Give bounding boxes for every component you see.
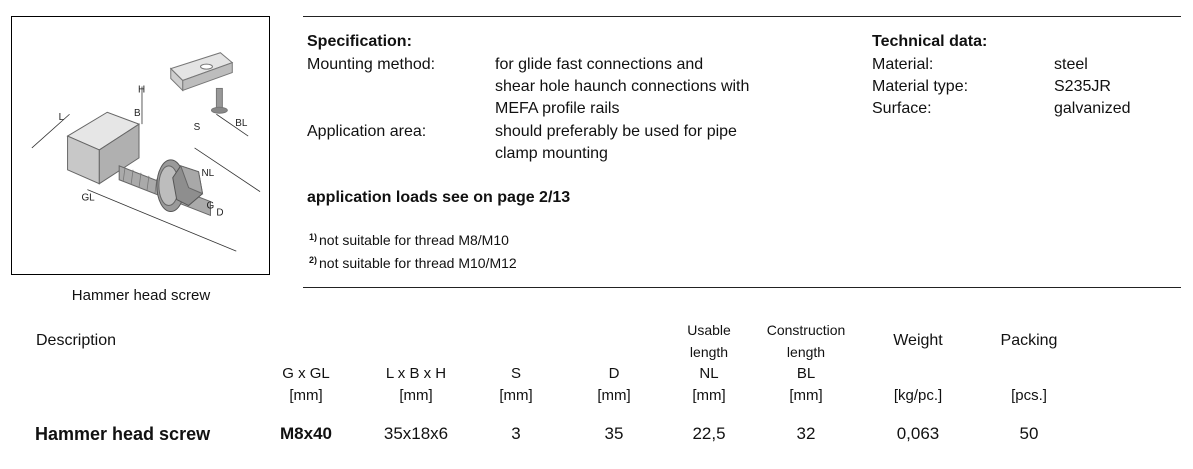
dim-label-h: H: [138, 84, 146, 96]
cell-packing: 50: [1019, 424, 1039, 443]
technical-value: S235JR: [1054, 78, 1111, 95]
application-line: clamp mounting: [495, 145, 608, 162]
column-header-nl: [669, 319, 749, 407]
column-unit-packing: [pcs.]: [1011, 387, 1047, 404]
description-header: Description: [36, 332, 117, 349]
dim-label-g: G: [206, 200, 215, 212]
dim-label-nl: NL: [201, 167, 215, 179]
column-header-l-b-h: [366, 363, 466, 407]
technical-labels: [872, 54, 968, 120]
column-unit: [mm]: [692, 387, 726, 404]
footnote-mark: 1): [309, 232, 318, 242]
technical-values: [1054, 54, 1131, 120]
column-unit: [mm]: [399, 387, 433, 404]
column-symbol: G x GL: [282, 365, 330, 382]
spec-title: Specification:: [307, 33, 412, 50]
mounting-label: Mounting method:: [307, 56, 436, 73]
mounting-line: MEFA profile rails: [495, 100, 620, 117]
cell-g-gl: M8x40: [280, 424, 332, 443]
column-unit: [mm]: [789, 387, 823, 404]
column-symbol: D: [608, 365, 620, 382]
cell-l-b-h: 35x18x6: [383, 424, 449, 443]
column-unit-weight: [kg/pc.]: [893, 387, 943, 404]
column-top: Usable: [687, 322, 731, 338]
column-top: Weight: [893, 332, 943, 349]
footnote-mark: 2): [309, 255, 318, 265]
footnote-2: [309, 255, 517, 271]
footnote-1: [309, 232, 509, 248]
dim-label-s: S: [193, 122, 201, 134]
column-unit: [mm]: [289, 387, 323, 404]
image-caption: Hammer head screw: [71, 287, 211, 304]
cell-nl: 22,5: [692, 424, 726, 443]
hammer-head-screw-drawing: [12, 17, 269, 274]
column-header-g-gl: [266, 363, 346, 407]
mounting-text: [495, 54, 749, 120]
dim-label-d: D: [216, 207, 224, 219]
bottom-rule: [303, 287, 1181, 288]
column-symbol: BL: [796, 365, 816, 382]
column-unit: [mm]: [499, 387, 533, 404]
product-image: [11, 16, 270, 275]
dim-label-l: L: [58, 112, 65, 124]
column-header-s: [486, 363, 546, 407]
row-description: Hammer head screw: [35, 424, 211, 444]
technical-value: steel: [1054, 56, 1088, 73]
column-symbol: L x B x H: [385, 365, 447, 382]
technical-title: Technical data:: [872, 33, 988, 50]
column-top: length: [786, 344, 826, 360]
mounting-line: for glide fast connections and: [495, 56, 704, 73]
technical-label: Surface:: [872, 100, 932, 117]
application-text: [495, 121, 737, 165]
column-symbol: NL: [699, 365, 719, 382]
technical-value: galvanized: [1054, 100, 1131, 117]
technical-label: Material type:: [872, 78, 969, 95]
technical-label: Material:: [872, 56, 934, 73]
column-header-bl: [750, 319, 862, 407]
footnote-text: not suitable for thread M10/M12: [319, 255, 517, 271]
footnote-text: not suitable for thread M8/M10: [319, 232, 509, 248]
dim-label-b: B: [134, 108, 141, 120]
dim-label-bl: BL: [235, 118, 248, 130]
column-header-d: [584, 363, 644, 407]
application-label: Application area:: [307, 123, 427, 140]
loads-note: application loads see on page 2/13: [307, 189, 571, 206]
application-line: should preferably be used for pipe: [495, 123, 737, 140]
mounting-line: shear hole haunch connections with: [495, 78, 750, 95]
column-unit: [mm]: [597, 387, 631, 404]
column-header-weight: [870, 330, 966, 352]
profile-rail-fragment: [171, 53, 233, 114]
column-top: Construction: [766, 322, 846, 338]
column-top: Packing: [1000, 332, 1058, 349]
cell-d: 35: [604, 424, 624, 443]
column-top: length: [689, 344, 729, 360]
column-symbol: S: [510, 365, 521, 382]
column-header-packing: [984, 330, 1074, 352]
cell-bl: 32: [796, 424, 816, 443]
cell-weight: 0,063: [896, 424, 940, 443]
dim-label-gl: GL: [81, 192, 95, 204]
cell-s: 3: [511, 424, 521, 443]
top-rule: [303, 16, 1181, 17]
